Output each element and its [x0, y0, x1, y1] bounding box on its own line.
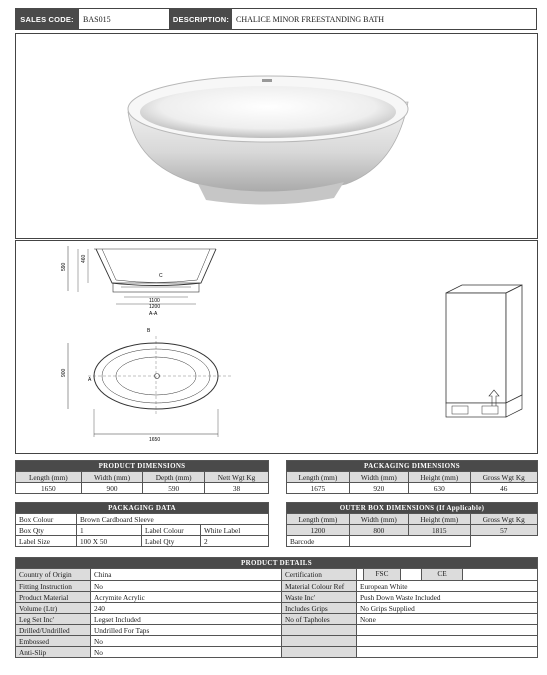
label-size-value: 100 X 50: [77, 536, 142, 547]
sales-code-bar: [15, 8, 170, 30]
detail-label: Embossed: [16, 636, 91, 647]
pkd-header-height: Height (mm): [408, 472, 470, 483]
detail-value: No: [91, 647, 282, 658]
outer-box-table: [286, 502, 538, 547]
dim-outer-width: 1200: [149, 304, 161, 310]
description-label: DESCRIPTION:: [170, 8, 232, 30]
ob-header-weight: Gross Wgt Kg: [470, 514, 537, 525]
ob-value-width: 800: [349, 525, 408, 536]
label-colour-value: White Label: [201, 525, 269, 536]
pd-header-weight: Nett Wgt Kg: [204, 472, 268, 483]
box-colour-value: Brown Cardboard Sleeve: [77, 514, 269, 525]
packaging-dimensions-title: PACKAGING DIMENSIONS: [287, 461, 538, 472]
barcode-value: [349, 536, 470, 547]
dim-height-side: 590: [61, 262, 67, 271]
certification-cells: [357, 569, 538, 581]
cert-ce: CE: [422, 569, 463, 580]
cert-fsc: FSC: [364, 569, 401, 580]
pkd-header-weight: Gross Wgt Kg: [470, 472, 537, 483]
product-dimensions-table: [15, 460, 269, 494]
detail-label: Drilled/Undrilled: [16, 625, 91, 636]
detail-value: Legset Included: [91, 614, 282, 625]
detail-label: Country of Origin: [16, 569, 91, 581]
pkd-header-width: Width (mm): [349, 472, 408, 483]
dim-inner-width: 1100: [149, 298, 160, 304]
detail-label: Material Colour Ref: [282, 581, 357, 592]
box-qty-label: Box Qty: [16, 525, 77, 536]
pkd-value-length: 1675: [287, 483, 350, 494]
detail-label: Product Material: [16, 592, 91, 603]
certification-label: Certification: [282, 569, 357, 581]
ob-value-length: 1200: [287, 525, 350, 536]
product-details-title: PRODUCT DETAILS: [16, 558, 538, 569]
detail-label: Leg Set Inc': [16, 614, 91, 625]
sales-code-value: BAS015: [79, 8, 170, 30]
pd-header-length: Length (mm): [16, 472, 82, 483]
detail-value: Push Down Waste Included: [357, 592, 538, 603]
pkd-value-width: 920: [349, 483, 408, 494]
drawing-svg: [16, 241, 537, 453]
label-qty-value: 2: [201, 536, 269, 547]
label-qty-label: Label Qty: [142, 536, 201, 547]
detail-value: Acrymite Acrylic: [91, 592, 282, 603]
bath-photo-image: [16, 34, 537, 238]
dim-length-plan: 1650: [149, 437, 161, 443]
technical-drawing: [15, 240, 538, 454]
detail-label: Volume (Ltr): [16, 603, 91, 614]
ob-header-length: Length (mm): [287, 514, 350, 525]
pd-header-depth: Depth (mm): [143, 472, 205, 483]
detail-value: European White: [357, 581, 538, 592]
detail-value: China: [91, 569, 282, 581]
detail-label: Waste Inc': [282, 592, 357, 603]
pkd-value-height: 630: [408, 483, 470, 494]
detail-value: 240: [91, 603, 282, 614]
pkd-header-length: Length (mm): [287, 472, 350, 483]
box-qty-value: 1: [77, 525, 142, 536]
pd-value-length: 1650: [16, 483, 82, 494]
product-dimensions-title: PRODUCT DIMENSIONS: [16, 461, 269, 472]
packaging-dimensions-table: [286, 460, 538, 494]
pd-header-width: Width (mm): [81, 472, 143, 483]
label-size-label: Label Size: [16, 536, 77, 547]
detail-value: No Grips Supplied: [357, 603, 538, 614]
detail-label: No of Tapholes: [282, 614, 357, 625]
pkd-value-weight: 46: [470, 483, 537, 494]
detail-value: None: [357, 614, 538, 625]
label-c: C: [159, 273, 163, 279]
pd-value-depth: 590: [143, 483, 205, 494]
pd-value-width: 900: [81, 483, 143, 494]
packaging-data-table: [15, 502, 269, 547]
dim-height-inner: 460: [81, 254, 87, 263]
ob-header-width: Width (mm): [349, 514, 408, 525]
description-bar: [170, 8, 537, 30]
detail-label: Anti-Slip: [16, 647, 91, 658]
ob-value-height: 1815: [408, 525, 470, 536]
outer-box-title: OUTER BOX DIMENSIONS (If Applicable): [287, 503, 538, 514]
detail-label: Fitting Instruction: [16, 581, 91, 592]
packaging-data-title: PACKAGING DATA: [16, 503, 269, 514]
ob-header-height: Height (mm): [408, 514, 470, 525]
detail-value: Undrilled For Taps: [91, 625, 282, 636]
label-colour-label: Label Colour: [142, 525, 201, 536]
product-photo: [15, 33, 538, 239]
label-a: A: [88, 377, 92, 383]
detail-value: No: [91, 636, 282, 647]
ob-value-weight: 57: [470, 525, 537, 536]
label-b: B: [147, 328, 151, 334]
description-value: CHALICE MINOR FREESTANDING BATH: [232, 8, 537, 30]
section-label: A-A: [149, 311, 158, 317]
pd-value-weight: 38: [204, 483, 268, 494]
detail-value: No: [91, 581, 282, 592]
barcode-label: Barcode: [287, 536, 350, 547]
dim-width-plan: 900: [61, 368, 67, 377]
detail-label: Includes Grips: [282, 603, 357, 614]
sales-code-label: SALES CODE:: [15, 8, 79, 30]
product-details-table: [15, 557, 538, 658]
box-colour-label: Box Colour: [16, 514, 77, 525]
